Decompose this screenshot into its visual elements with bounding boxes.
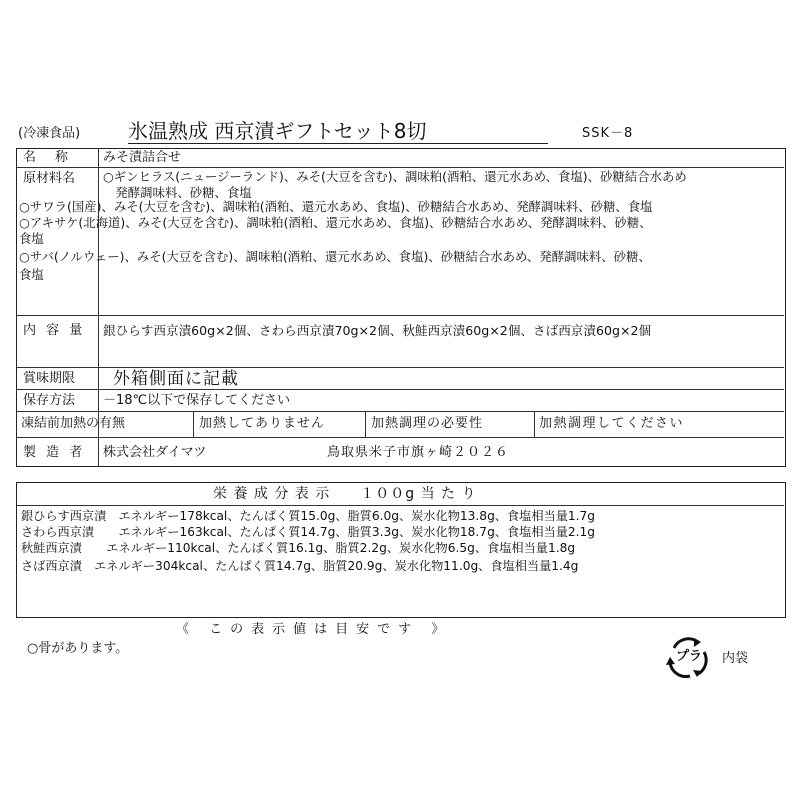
estimate-note: 《 この表示値は目安です 》 xyxy=(176,622,453,637)
maker-address: 鳥取県米子市旗ヶ崎２０２６ xyxy=(327,445,510,460)
ingredients-label: 原材料名 xyxy=(23,171,76,186)
storage-value: －18℃以下で保存してください xyxy=(103,393,291,408)
row-divider xyxy=(17,411,784,412)
row-divider xyxy=(17,167,784,168)
ingredients-line: 発酵調味料、砂糖、食塩 xyxy=(103,185,252,200)
heated-column-divider xyxy=(193,411,194,437)
label-table xyxy=(16,148,786,467)
row-divider xyxy=(17,389,784,390)
cooking-label: 加熱調理の必要性 xyxy=(371,416,484,431)
name-value: みそ漬詰合せ xyxy=(103,150,182,165)
recycle-mark-text: プラ xyxy=(676,649,703,664)
maker-label: 製 造 者 xyxy=(23,445,86,460)
name-label: 名 称 xyxy=(23,150,72,165)
best-before-label: 賞味期限 xyxy=(23,371,76,386)
ingredients-line: ○ギンヒラス(ニュージーランド)、みそ(大豆を含む)、調味粕(酒粕、還元水あめ、食塩)、砂糖結合水あめ xyxy=(103,169,687,184)
heated-value: 加熱してありません xyxy=(199,416,326,431)
nutrition-row: 銀ひらす西京漬 エネルギー178kcal、たんぱく質15.0g、脂質6.0g、炭水化物13.8g、食塩相当量1.7g xyxy=(21,509,596,523)
nutrition-title: 栄 養 成 分 表 示 １００g 当 た り xyxy=(213,486,477,502)
row-divider xyxy=(17,437,784,438)
contents-label: 内 容 量 xyxy=(23,323,86,338)
heated-label: 凍結前加熱の有無 xyxy=(21,416,126,431)
row-divider xyxy=(17,367,784,368)
product-code: SSK－8 xyxy=(582,126,634,141)
title-underline xyxy=(128,143,548,144)
product-title: 氷温熟成 西京漬ギフトセット8切 xyxy=(128,119,427,143)
plastic-recycle-icon xyxy=(664,634,712,682)
cooking-column-divider xyxy=(365,411,366,437)
ingredients-line: ○サワラ(国産)、みそ(大豆を含む)、調味粕(酒粕、還元水あめ、食塩)、砂糖結合水あめ、発酵調味料、砂糖、食塩 xyxy=(19,199,653,214)
cooking-column-divider xyxy=(534,411,535,437)
inner-pouch-label: 内袋 xyxy=(722,651,749,666)
ingredients-line: ○サバ(ノルウェー)、みそ(大豆を含む)、調味粕(酒粕、還元水あめ、食塩)、砂糖結合水あめ、発酵調味料、砂糖、 xyxy=(19,249,651,264)
row-divider xyxy=(17,315,784,316)
ingredients-line: 食塩 xyxy=(19,267,44,282)
nutrition-row: さば西京漬 エネルギー304kcal、たんぱく質14.7g、脂質20.9g、炭水化物11.0g、食塩相当量1.4g xyxy=(21,559,579,573)
ingredients-line: 食塩 xyxy=(19,231,44,246)
best-before-value: 外箱側面に記載 xyxy=(113,369,239,389)
nutrition-title-divider xyxy=(17,505,784,506)
cooking-value: 加熱調理してください xyxy=(539,416,685,431)
nutrition-row: さわら西京漬 エネルギー163kcal、たんぱく質14.7g、脂質3.3g、炭水化物18.7g、食塩相当量2.1g xyxy=(21,525,596,539)
storage-label: 保存方法 xyxy=(23,393,76,408)
nutrition-table xyxy=(16,482,786,618)
ingredients-line: ○アキサケ(北海道)、みそ(大豆を含む)、調味粕(酒粕、還元水あめ、食塩)、砂糖結合水あめ、発酵調味料、砂糖、 xyxy=(19,215,652,230)
maker-name: 株式会社ダイマツ xyxy=(103,445,207,460)
category-label: (冷凍食品) xyxy=(18,126,81,141)
contents-value: 銀ひらす西京漬60g×2個、さわら西京漬70g×2個、秋鮭西京漬60g×2個、さば西京漬60g×2個 xyxy=(103,323,652,338)
label-column-divider xyxy=(98,149,99,315)
label-column-divider xyxy=(98,437,99,466)
nutrition-row: 秋鮭西京漬 エネルギー110kcal、たんぱく質16.1g、脂質2.2g、炭水化物6.5g、食塩相当量1.8g xyxy=(21,541,576,555)
bone-warning: ○骨があります。 xyxy=(27,641,129,656)
